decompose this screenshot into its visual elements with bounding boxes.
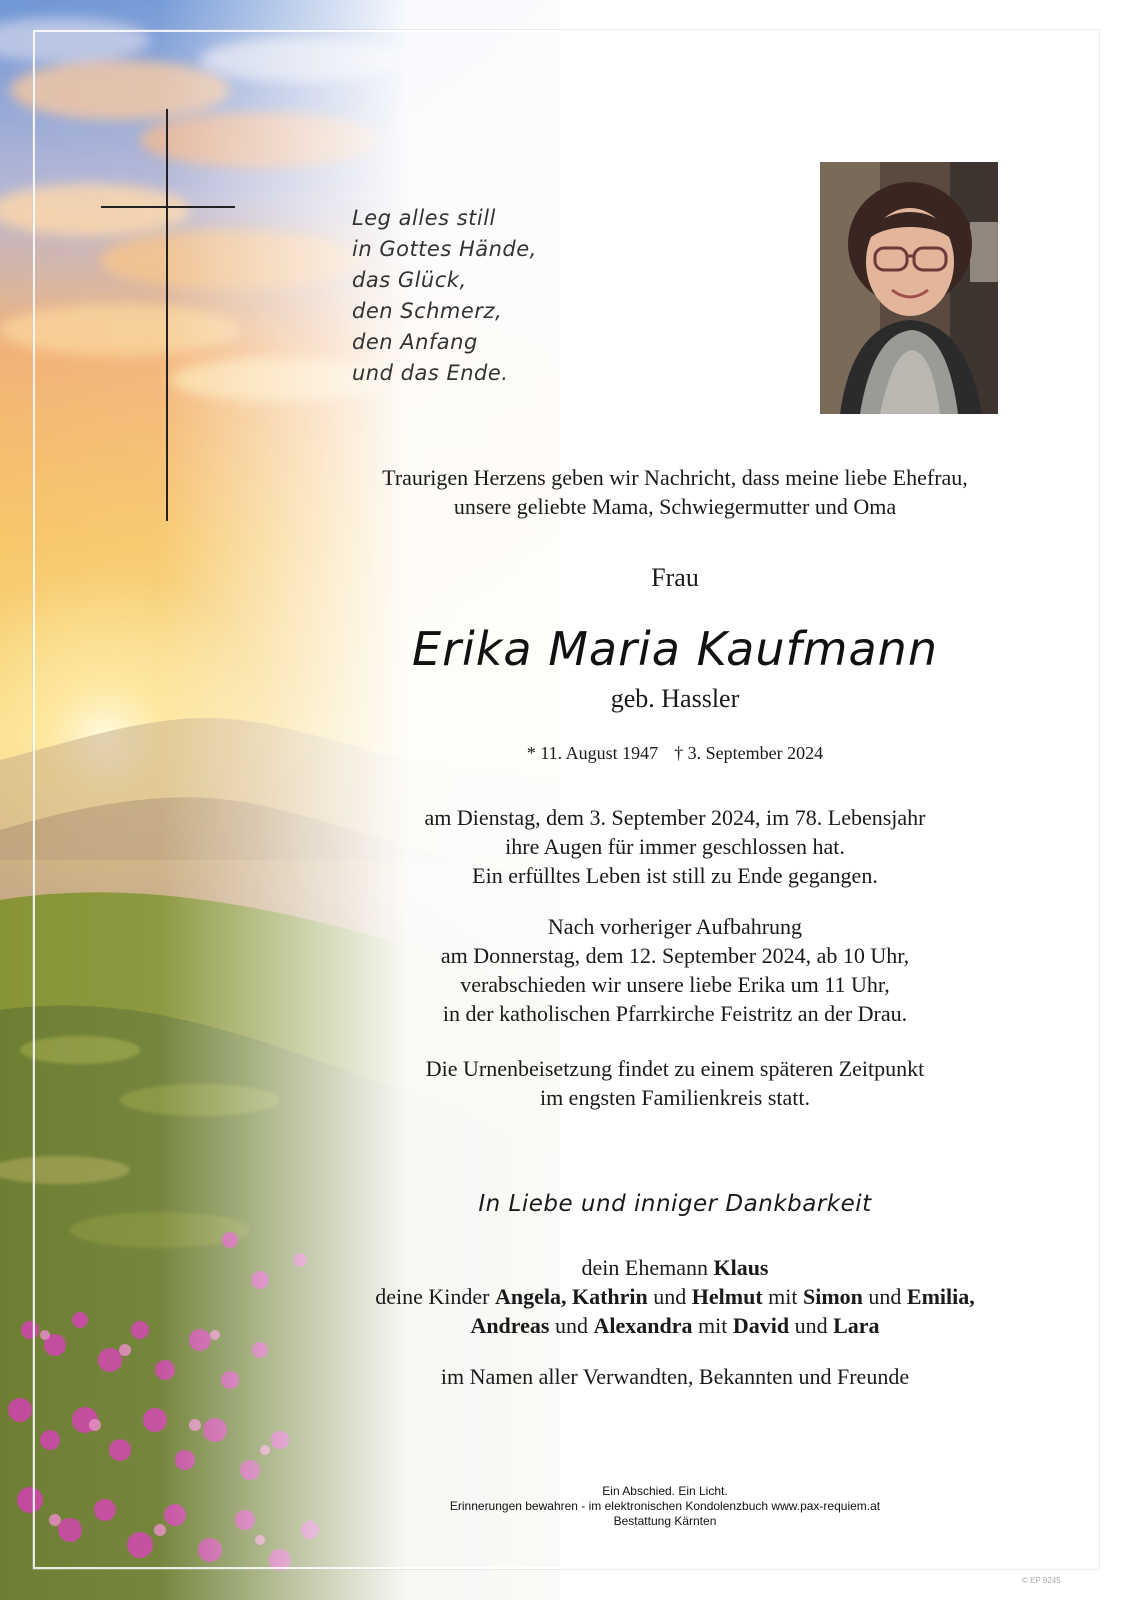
poem (352, 203, 652, 389)
text-line: verabschieden wir unsere liebe Erika um 11 Uhr, (460, 972, 890, 997)
text-fragment: und (647, 1284, 692, 1309)
footer-line: Ein Abschied. Ein Licht. (602, 1484, 728, 1498)
maiden-name: geb. Hassler (610, 684, 740, 713)
text-line: Nach vorheriger Aufbahrung (547, 914, 803, 939)
death-notice-paragraph (300, 803, 1050, 890)
footer-line: Erinnerungen bewahren - im elektronischen Kondolenzbuch www.pax-requiem.at (449, 1499, 881, 1513)
announcement-intro (300, 463, 1050, 521)
text-fragment: mit (692, 1313, 733, 1338)
mourners-line (300, 1253, 1050, 1282)
gratitude-heading: In Liebe und inniger Dankbarkeit (478, 1191, 872, 1217)
mourner-name: Kathrin (571, 1284, 648, 1309)
mourner-name: Helmut (691, 1284, 763, 1309)
mourner-name: Emilia, (906, 1284, 975, 1309)
salutation: Frau (651, 563, 699, 592)
mourner-name: Lara (833, 1313, 880, 1338)
mourner-name: Angela, (494, 1284, 567, 1309)
text-line: am Donnerstag, dem 12. September 2024, ab 10 Uhr, (440, 943, 910, 968)
text-fragment: und (862, 1284, 907, 1309)
poem-line: Leg alles still (352, 206, 496, 230)
mourner-name: Alexandra (593, 1313, 693, 1338)
mourner-name: Andreas (470, 1313, 550, 1338)
text-fragment: deine Kinder (375, 1284, 495, 1309)
text-line: im engsten Familienkreis statt. (539, 1085, 811, 1110)
mourners-line (300, 1311, 1050, 1340)
portrait-photo (820, 162, 998, 414)
text-line: am Dienstag, dem 3. September 2024, im 78. Lebensjahr (424, 805, 926, 830)
cross-icon-bar (101, 206, 235, 208)
poem-line: den Anfang (352, 330, 478, 354)
text-line: ihre Augen für immer geschlossen hat. (505, 834, 845, 859)
text-line: Ein erfülltes Leben ist still zu Ende gegangen. (472, 863, 878, 888)
poem-line: das Glück, (352, 268, 467, 292)
footer-line: Bestattung Kärnten (613, 1514, 717, 1528)
urn-burial-paragraph (300, 1054, 1050, 1112)
text-fragment: und (549, 1313, 594, 1338)
mourner-name: Klaus (713, 1255, 769, 1280)
poem-line: und das Ende. (352, 361, 509, 385)
on-behalf-line: im Namen aller Verwandten, Bekannten und Freunde (440, 1364, 910, 1389)
template-code: © EP 9245 (1022, 1576, 1061, 1585)
mourner-name: David (732, 1313, 790, 1338)
mourners-line (300, 1282, 1050, 1311)
text-fragment: mit (762, 1284, 803, 1309)
text-fragment: und (789, 1313, 834, 1338)
intro-line: unsere geliebte Mama, Schwiegermutter und Oma (453, 494, 897, 519)
mourners-list (300, 1253, 1050, 1340)
birth-date: * 11. August 1947 (526, 743, 659, 763)
footer (340, 1484, 990, 1529)
text-fragment: dein Ehemann (581, 1255, 714, 1280)
text-line: in der katholischen Pfarrkirche Feistritz an der Drau. (442, 1001, 908, 1026)
funeral-info-paragraph (300, 912, 1050, 1028)
mourner-name: Simon (803, 1284, 863, 1309)
cross-icon (166, 109, 168, 521)
deceased-name: Erika Maria Kaufmann (412, 622, 938, 676)
death-date: † 3. September 2024 (674, 743, 824, 763)
text-line: Die Urnenbeisetzung findet zu einem späteren Zeitpunkt (425, 1056, 925, 1081)
poem-line: den Schmerz, (352, 299, 503, 323)
intro-line: Traurigen Herzens geben wir Nachricht, dass meine liebe Ehefrau, (382, 465, 968, 490)
poem-line: in Gottes Hände, (352, 237, 537, 261)
life-dates (300, 743, 1050, 764)
